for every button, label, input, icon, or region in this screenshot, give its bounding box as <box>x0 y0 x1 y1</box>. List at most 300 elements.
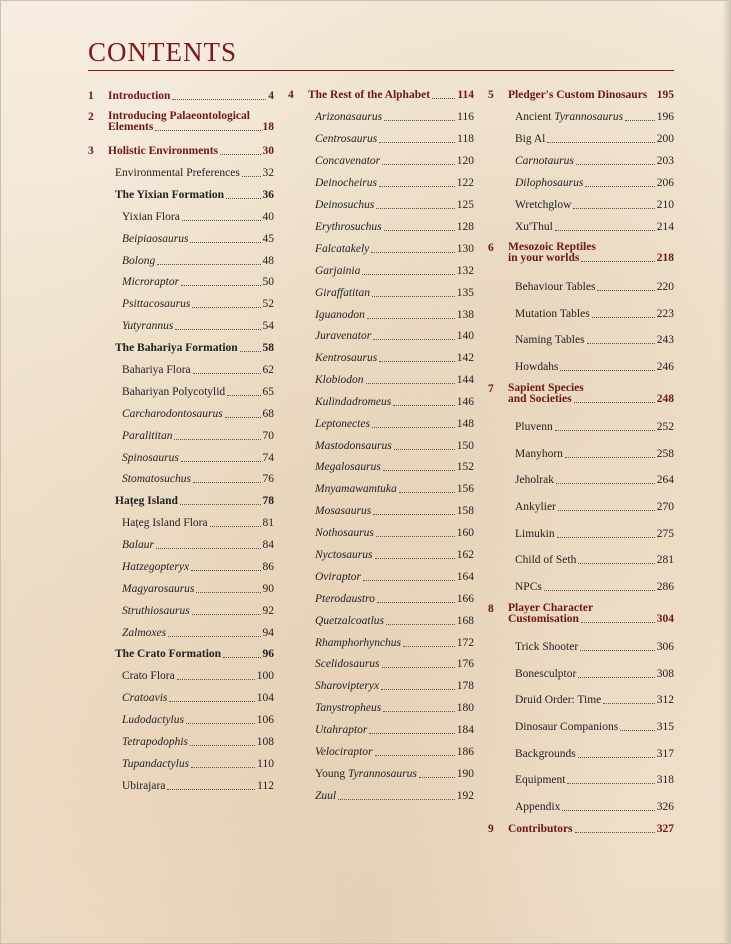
toc-entry[interactable] <box>122 758 274 770</box>
dot-leader <box>386 624 455 625</box>
dot-leader <box>379 186 455 187</box>
page-number: 104 <box>256 692 274 704</box>
dot-leader <box>575 832 655 833</box>
toc-entry[interactable] <box>122 517 274 529</box>
entry-title: Pterodaustro <box>315 593 375 605</box>
toc-entry[interactable] <box>515 111 674 123</box>
entry-title: Xu'Thul <box>515 221 553 233</box>
entry-title: The Bahariya Formation <box>115 342 238 354</box>
toc-entry[interactable] <box>315 396 474 408</box>
entry-title: Giraffatitan <box>315 287 370 299</box>
chapter-title-line2 <box>508 394 674 405</box>
dot-leader <box>580 650 655 651</box>
dot-leader <box>371 252 454 253</box>
toc-entry[interactable] <box>122 233 274 245</box>
toc-entry[interactable] <box>122 452 274 464</box>
page-number: 122 <box>456 177 474 189</box>
toc-entry[interactable] <box>122 211 274 223</box>
toc-entry[interactable] <box>315 352 474 364</box>
page-number: 108 <box>256 736 274 748</box>
page-number: 156 <box>456 483 474 495</box>
entry-title: Child of Seth <box>515 554 577 566</box>
dot-leader <box>597 290 654 291</box>
page-number: 270 <box>656 501 674 513</box>
toc-entry[interactable] <box>315 549 474 561</box>
toc-entry[interactable] <box>315 177 474 189</box>
page-number: 178 <box>456 680 474 692</box>
toc-entry[interactable] <box>315 527 474 539</box>
entry-title: Hațeg Island <box>115 495 178 507</box>
page-number: 275 <box>656 528 674 540</box>
toc-entry[interactable] <box>315 199 474 211</box>
toc-entry[interactable] <box>515 801 674 813</box>
toc-entry[interactable] <box>122 714 274 726</box>
toc-entry[interactable] <box>315 133 474 145</box>
page-number: 112 <box>257 780 274 792</box>
toc-chapter-entry[interactable] <box>508 823 674 835</box>
toc-entry[interactable] <box>115 167 274 179</box>
entry-title <box>315 768 417 780</box>
page-number: 286 <box>656 581 674 593</box>
entry-title: Introduction <box>108 90 171 102</box>
entry-title: Garjainia <box>315 265 361 277</box>
page-number: 195 <box>656 89 674 101</box>
toc-entry[interactable] <box>515 528 674 540</box>
page-number: 243 <box>656 334 674 346</box>
dot-leader <box>576 164 655 165</box>
page-number: 18 <box>262 121 274 133</box>
page-number: 206 <box>656 177 674 189</box>
toc-entry[interactable] <box>515 421 674 433</box>
dot-leader <box>190 242 260 243</box>
entry-title: Falcatakely <box>315 243 370 255</box>
toc-entry[interactable] <box>122 583 274 595</box>
page-number: 40 <box>262 211 274 223</box>
dot-leader <box>375 755 455 756</box>
toc-entry[interactable] <box>515 155 674 167</box>
page-number: 318 <box>656 774 674 786</box>
toc-entry[interactable] <box>515 748 674 760</box>
toc-entry[interactable] <box>122 386 274 398</box>
toc-entry[interactable] <box>315 724 474 736</box>
dot-leader <box>156 548 261 549</box>
entry-title <box>515 111 623 123</box>
dot-leader <box>190 745 255 746</box>
page-number: 94 <box>262 627 274 639</box>
chapter-number: 8 <box>488 603 494 615</box>
entry-title: Howdahs <box>515 361 559 373</box>
page-number: 74 <box>262 452 274 464</box>
toc-entry[interactable] <box>315 243 474 255</box>
chapter-number: 3 <box>88 145 94 157</box>
toc-chapter-entry[interactable] <box>508 383 674 405</box>
toc-entry[interactable] <box>315 111 474 123</box>
entry-title-plain: Ancient <box>515 111 555 123</box>
toc-entry[interactable] <box>315 768 474 780</box>
chapter-number: 2 <box>88 111 94 123</box>
page-number: 128 <box>456 221 474 233</box>
page-number: 158 <box>456 505 474 517</box>
page-number: 180 <box>456 702 474 714</box>
dot-leader <box>376 208 454 209</box>
entry-title: Nyctosaurus <box>315 549 373 561</box>
entry-title: Microraptor <box>122 276 180 288</box>
toc-entry[interactable] <box>315 505 474 517</box>
dot-leader <box>565 457 655 458</box>
page-number: 76 <box>262 473 274 485</box>
toc-entry[interactable] <box>515 581 674 593</box>
dot-leader <box>367 318 455 319</box>
dot-leader <box>192 307 260 308</box>
page-number: 162 <box>456 549 474 561</box>
entry-title: Iguanodon <box>315 309 365 321</box>
dot-leader <box>587 343 655 344</box>
dot-leader <box>394 449 455 450</box>
entry-title: Hatzegopteryx <box>122 561 190 573</box>
toc-entry[interactable] <box>315 571 474 583</box>
dot-leader <box>180 504 261 505</box>
dot-leader <box>373 339 455 340</box>
entry-title: Juravenator <box>315 330 372 342</box>
toc-entry[interactable] <box>315 615 474 627</box>
page-number: 220 <box>656 281 674 293</box>
dot-leader <box>578 563 654 564</box>
toc-entry[interactable] <box>515 177 674 189</box>
toc-entry[interactable] <box>515 554 674 566</box>
dot-leader <box>338 799 455 800</box>
toc-entry[interactable] <box>515 334 674 346</box>
toc-entry[interactable] <box>122 320 274 332</box>
entry-title: Velociraptor <box>315 746 373 758</box>
dot-leader <box>555 230 655 231</box>
entry-title: Cratoavis <box>122 692 168 704</box>
dot-leader <box>191 570 260 571</box>
page-number: 100 <box>256 670 274 682</box>
toc-entry[interactable] <box>315 746 474 758</box>
page-number: 140 <box>456 330 474 342</box>
entry-title: Wretchglow <box>515 199 572 211</box>
page-number: 186 <box>456 746 474 758</box>
entry-title: Limukin <box>515 528 555 540</box>
page-number: 200 <box>656 133 674 145</box>
toc-entry[interactable] <box>122 276 274 288</box>
entry-title: Zalmoxes <box>122 627 167 639</box>
toc-entry[interactable] <box>515 774 674 786</box>
entry-title-plain: Young <box>315 768 349 780</box>
page-number: 144 <box>456 374 474 386</box>
page-number: 62 <box>262 364 274 376</box>
dot-leader <box>381 689 455 690</box>
toc-entry[interactable] <box>315 702 474 714</box>
dot-leader <box>581 261 654 262</box>
dot-leader <box>556 483 655 484</box>
dot-leader <box>181 285 260 286</box>
dot-leader <box>557 537 655 538</box>
page-number: 50 <box>262 276 274 288</box>
chapter-number: 5 <box>488 89 494 101</box>
page-number: 130 <box>456 243 474 255</box>
entry-title: Spinosaurus <box>122 452 179 464</box>
toc-entry[interactable] <box>122 780 274 792</box>
toc-entry[interactable] <box>515 694 674 706</box>
page-number: 84 <box>262 539 274 551</box>
page-number: 164 <box>456 571 474 583</box>
entry-title: Erythrosuchus <box>315 221 382 233</box>
dot-leader <box>155 130 260 131</box>
toc-entry[interactable] <box>122 561 274 573</box>
dot-leader <box>620 730 655 731</box>
page-number: 58 <box>262 342 274 354</box>
page-number: 146 <box>456 396 474 408</box>
dot-leader <box>373 514 455 515</box>
entry-title: Ubirajara <box>122 780 166 792</box>
dot-leader <box>369 733 454 734</box>
page-number: 184 <box>456 724 474 736</box>
dot-leader <box>174 439 260 440</box>
toc-entry[interactable] <box>315 374 474 386</box>
chapter-number: 9 <box>488 823 494 835</box>
entry-title: Mosasaurus <box>315 505 372 517</box>
toc-entry[interactable] <box>515 199 674 211</box>
entry-title: Bolong <box>122 255 156 267</box>
entry-title: Jeholrak <box>515 474 554 486</box>
page-title: CONTENTS <box>88 37 237 67</box>
toc-entry[interactable] <box>515 501 674 513</box>
entry-title: Deinocheirus <box>315 177 377 189</box>
toc-entry[interactable] <box>122 692 274 704</box>
entry-title: Arizonasaurus <box>315 111 383 123</box>
page-number: 166 <box>456 593 474 605</box>
dot-leader <box>191 767 255 768</box>
toc-entry[interactable] <box>515 641 674 653</box>
entry-title: Kulindadromeus <box>315 396 392 408</box>
entry-title: Big Al <box>515 133 546 145</box>
page-number: 138 <box>456 309 474 321</box>
toc-entry[interactable] <box>122 605 274 617</box>
toc-section-entry[interactable] <box>115 648 274 660</box>
page-number: 78 <box>262 495 274 507</box>
entry-title: Tetrapodophis <box>122 736 189 748</box>
toc-entry[interactable] <box>122 430 274 442</box>
entry-title: The Crato Formation <box>115 648 222 660</box>
entry-title: Yutyrannus <box>122 320 174 332</box>
toc-entry[interactable] <box>515 221 674 233</box>
dot-leader <box>555 430 655 431</box>
entry-title: Paralititan <box>122 430 173 442</box>
toc-entry[interactable] <box>315 221 474 233</box>
entry-title: Appendix <box>515 801 561 813</box>
page-number: 54 <box>262 320 274 332</box>
dot-leader <box>193 482 261 483</box>
entry-title: Ludodactylus <box>122 714 184 726</box>
toc-chapter-entry[interactable] <box>508 603 674 625</box>
page-number: 176 <box>456 658 474 670</box>
page-number: 172 <box>456 637 474 649</box>
toc-entry[interactable] <box>315 658 474 670</box>
chapter-title-line2 <box>108 122 274 133</box>
toc-chapter-entry[interactable] <box>308 89 474 101</box>
entry-title: Pledger's Custom Dinosaurs <box>508 89 648 101</box>
entry-title: Bahariyan Polycotylid <box>122 386 226 398</box>
toc-entry[interactable] <box>122 670 274 682</box>
toc-entry[interactable] <box>315 309 474 321</box>
dot-leader <box>558 510 655 511</box>
entry-title: Naming Tables <box>515 334 585 346</box>
dot-leader <box>363 580 455 581</box>
chapter-number: 6 <box>488 242 494 254</box>
toc-chapter-entry[interactable] <box>108 111 274 133</box>
page-number: 196 <box>656 111 674 123</box>
toc-entry[interactable] <box>122 736 274 748</box>
entry-title: Struthiosaurus <box>122 605 190 617</box>
dot-leader <box>382 667 455 668</box>
toc-entry[interactable] <box>315 330 474 342</box>
dot-leader <box>560 370 654 371</box>
dot-leader <box>383 470 455 471</box>
dot-leader <box>625 120 655 121</box>
entry-title: Equipment <box>515 774 566 786</box>
toc-entry[interactable] <box>515 133 674 145</box>
toc-entry[interactable] <box>515 448 674 460</box>
page-number: 4 <box>268 90 274 102</box>
toc-chapter-entry[interactable] <box>108 90 274 102</box>
toc-entry[interactable] <box>315 461 474 473</box>
toc-chapter-entry[interactable] <box>508 89 674 101</box>
page-number: 106 <box>256 714 274 726</box>
dot-leader <box>362 274 454 275</box>
page-number: 86 <box>262 561 274 573</box>
entry-title: Behaviour Tables <box>515 281 596 293</box>
chapter-number: 4 <box>288 89 294 101</box>
chapter-title-line1: Sapient Species <box>508 382 584 394</box>
entry-title: Utahraptor <box>315 724 368 736</box>
entry-title: Oviraptor <box>315 571 361 583</box>
dot-leader <box>372 427 455 428</box>
toc-entry[interactable] <box>315 680 474 692</box>
entry-title: NPCs <box>515 581 542 593</box>
dot-leader <box>403 646 455 647</box>
dot-leader <box>372 296 455 297</box>
toc-entry[interactable] <box>315 440 474 452</box>
toc-section-entry[interactable] <box>115 342 274 354</box>
toc-entry[interactable] <box>515 668 674 680</box>
page-number: 304 <box>656 613 674 625</box>
page-number: 70 <box>262 430 274 442</box>
page-number: 252 <box>656 421 674 433</box>
toc-entry[interactable] <box>315 790 474 802</box>
toc-chapter-entry[interactable] <box>108 145 274 157</box>
dot-leader <box>242 176 261 177</box>
dot-leader <box>167 789 255 790</box>
dot-leader <box>192 614 261 615</box>
toc-entry[interactable] <box>122 627 274 639</box>
toc-section-entry[interactable] <box>115 495 274 507</box>
dot-leader <box>567 783 654 784</box>
entry-title: Yixian Flora <box>122 211 180 223</box>
toc-entry[interactable] <box>315 265 474 277</box>
dot-leader <box>172 99 266 100</box>
entry-title: Hațeg Island Flora <box>122 517 208 529</box>
page-number: 308 <box>656 668 674 680</box>
entry-title: Druid Order: Time <box>515 694 602 706</box>
page-number: 114 <box>457 89 474 101</box>
page-number: 125 <box>456 199 474 211</box>
toc-entry[interactable] <box>122 364 274 376</box>
page-number: 264 <box>656 474 674 486</box>
toc-entry[interactable] <box>515 361 674 373</box>
toc-entry[interactable] <box>515 308 674 320</box>
toc-entry[interactable] <box>315 418 474 430</box>
toc-entry[interactable] <box>315 593 474 605</box>
page-number: 118 <box>457 133 474 145</box>
entry-title: Ankylier <box>515 501 556 513</box>
toc-chapter-entry[interactable] <box>508 242 674 264</box>
dot-leader <box>169 701 254 702</box>
toc-entry[interactable] <box>515 281 674 293</box>
page-number: 160 <box>456 527 474 539</box>
toc-entry[interactable] <box>122 255 274 267</box>
entry-title: Trick Shooter <box>515 641 579 653</box>
dot-leader <box>578 677 654 678</box>
entry-title: Stomatosuchus <box>122 473 191 485</box>
chapter-number: 7 <box>488 383 494 395</box>
toc-entry[interactable] <box>315 155 474 167</box>
toc-section-entry[interactable] <box>115 189 274 201</box>
toc-entry[interactable] <box>315 483 474 495</box>
dot-leader <box>175 329 260 330</box>
dot-leader <box>377 602 455 603</box>
dot-leader <box>384 120 455 121</box>
toc-entry[interactable] <box>315 287 474 299</box>
page-number: 92 <box>262 605 274 617</box>
entry-title: Beipiaosaurus <box>122 233 189 245</box>
toc-entry[interactable] <box>315 637 474 649</box>
dot-leader <box>573 208 654 209</box>
toc-entry[interactable] <box>515 474 674 486</box>
dot-leader <box>379 361 455 362</box>
page-number: 152 <box>456 461 474 473</box>
page-number: 142 <box>456 352 474 364</box>
toc-entry[interactable] <box>122 298 274 310</box>
dot-leader <box>226 198 260 199</box>
entry-title: Sharovipteryx <box>315 680 380 692</box>
entry-title-italic: Tyrannosaurus <box>348 768 417 780</box>
dot-leader <box>574 402 655 403</box>
entry-title: Crato Flora <box>122 670 175 682</box>
toc-entry[interactable] <box>122 408 274 420</box>
chapter-title-text: in your worlds <box>508 252 580 264</box>
entry-title: Leptonectes <box>315 418 370 430</box>
entry-title: Mastodonsaurus <box>315 440 392 452</box>
dot-leader <box>227 395 260 396</box>
dot-leader <box>383 711 455 712</box>
entry-title: Zuul <box>315 790 337 802</box>
toc-entry[interactable] <box>515 721 674 733</box>
dot-leader <box>193 373 261 374</box>
page-number: 116 <box>457 111 474 123</box>
page-number: 36 <box>262 189 274 201</box>
dot-leader <box>182 220 261 221</box>
toc-entry[interactable] <box>122 473 274 485</box>
dot-leader <box>196 592 260 593</box>
toc-entry[interactable] <box>122 539 274 551</box>
page-number: 135 <box>456 287 474 299</box>
entry-title: Pluvenn <box>515 421 553 433</box>
page-edge-shadow <box>722 1 730 943</box>
entry-title: Manyhorn <box>515 448 563 460</box>
entry-title: Klobiodon <box>315 374 364 386</box>
page-number: 32 <box>262 167 274 179</box>
